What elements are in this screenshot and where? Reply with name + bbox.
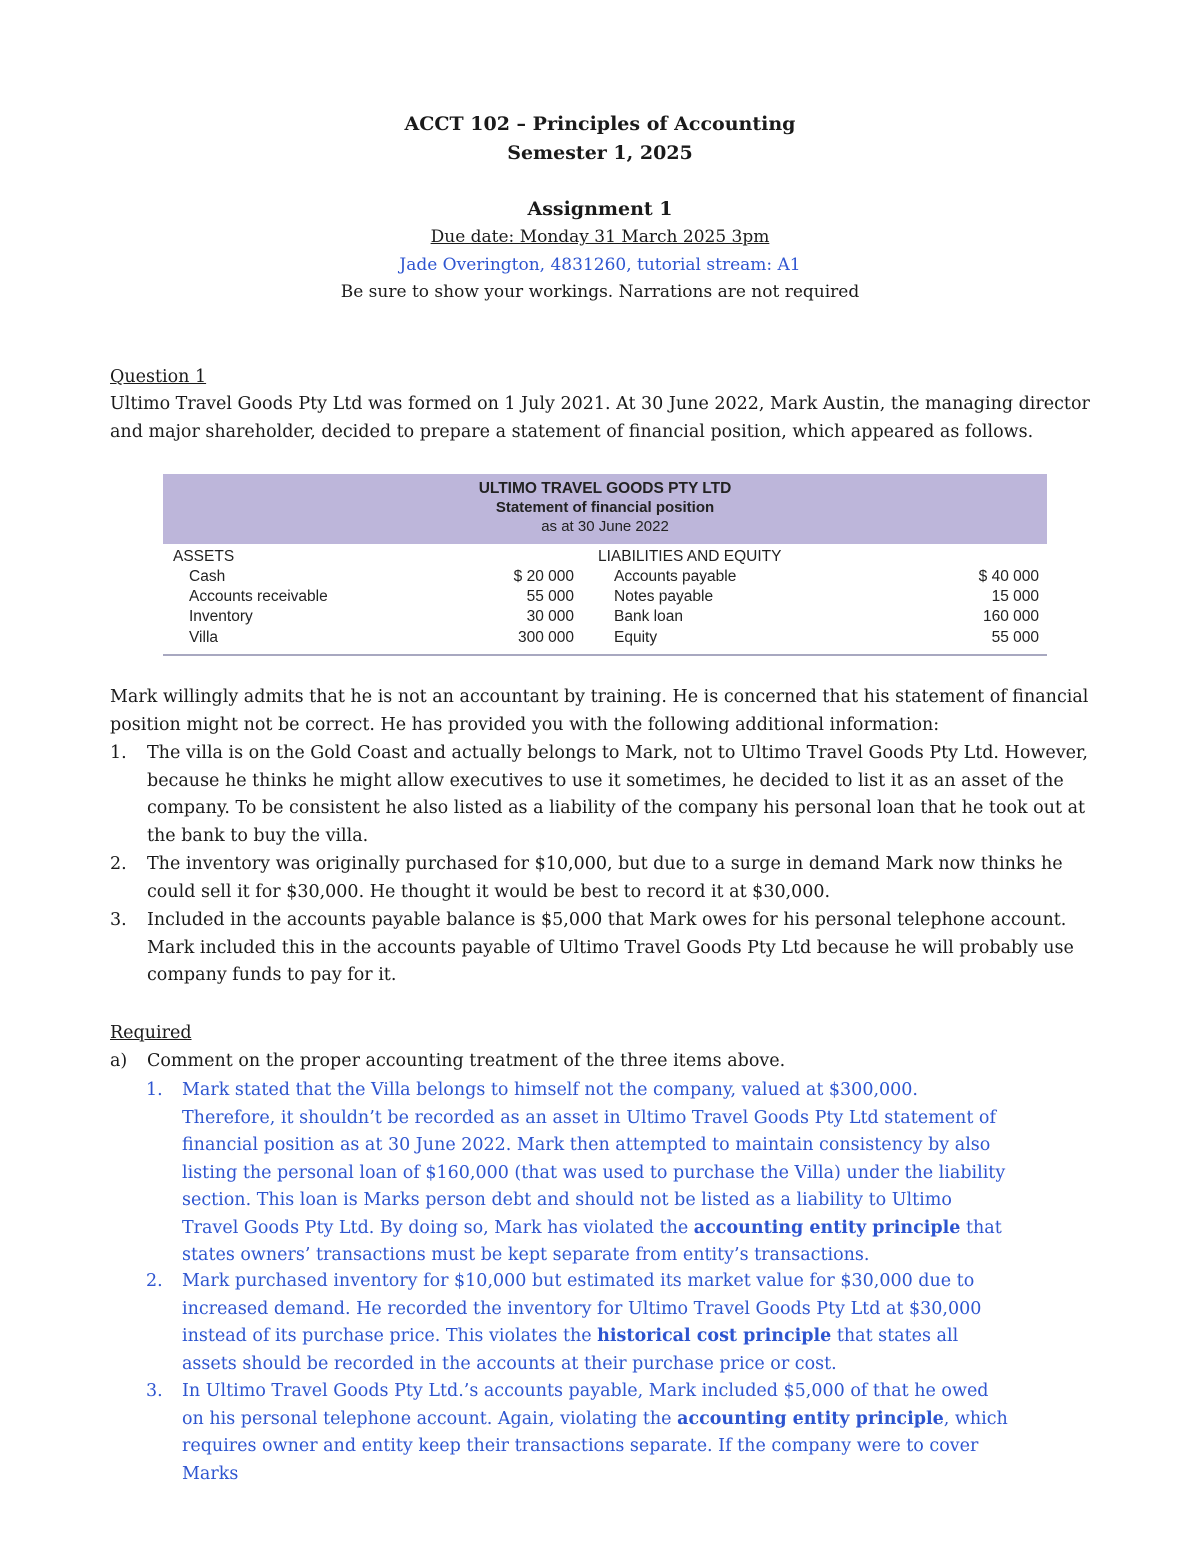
statement-header — [163, 474, 1047, 544]
part-text: Comment on the proper accounting treatment of the three items above. — [147, 1051, 786, 1071]
assignment-title: Assignment 1 — [527, 198, 673, 220]
liability-label: Notes payable — [614, 588, 714, 605]
statement-date: as at 30 June 2022 — [541, 518, 669, 535]
answer-number: 3. — [146, 1381, 163, 1401]
asset-value: 300 000 — [517, 629, 574, 646]
list-text: Included in the accounts payable balance is $5,000 that Mark owes for his personal telephone account. Mark included this in the accounts payable of Ultimo Travel Goods Pty Ltd because he will probably use company funds to pay for it. — [147, 910, 1074, 985]
list-number: 3. — [110, 910, 127, 930]
asset-label: Accounts receivable — [189, 588, 328, 605]
asset-value: 55 000 — [526, 588, 574, 605]
statement-title: Statement of financial position — [495, 499, 715, 516]
required-heading: Required — [110, 1023, 192, 1043]
liability-label: Accounts payable — [614, 568, 737, 585]
answer-text-before: Mark purchased inventory for $10,000 but estimated its market value for $30,000 due to increased demand. He recorded the inventory for Ultimo Travel Goods Pty Ltd at $30,000 instead of its purchase price. This violates the — [182, 1271, 982, 1346]
due-date: Due date: Monday 31 March 2025 3pm — [430, 227, 770, 247]
liabilities-heading: LIABILITIES AND EQUITY — [598, 548, 782, 565]
answer-number: 1. — [146, 1080, 163, 1100]
answer-text-after: that states owners’ transactions must be kept separate from entity’s transactions. — [182, 1217, 1002, 1265]
instruction-text: Be sure to show your workings. Narrations are not required — [340, 282, 860, 302]
asset-label: Villa — [189, 629, 219, 646]
question-intro: Ultimo Travel Goods Pty Ltd was formed on 1 July 2021. At 30 June 2022, Mark Austin, the managing director and major shareholder, decided to prepare a statement of financial position, which appeared as follows. — [110, 394, 1090, 442]
statement-company: ULTIMO TRAVEL GOODS PTY LTD — [478, 480, 732, 497]
principle-highlight: accounting entity principle — [693, 1217, 961, 1238]
principle-highlight: accounting entity principle — [677, 1408, 944, 1429]
liability-label: Equity — [614, 629, 658, 646]
asset-label: Inventory — [189, 608, 253, 625]
liability-value: $ 40 000 — [978, 568, 1039, 585]
info-intro: Mark willingly admits that he is not an accountant by training. He is concerned that his statement of financial position might not be correct. He has provided you with the following additional information: — [110, 687, 1089, 735]
answer-text-after: , which requires owner and entity keep their transactions separate. If the company were to cover Marks — [182, 1408, 1008, 1484]
question-heading: Question 1 — [110, 367, 207, 387]
asset-label: Cash — [189, 568, 226, 585]
student-details: Jade Overington, 4831260, tutorial stream: A1 — [399, 255, 801, 275]
principle-highlight: historical cost principle — [597, 1326, 832, 1346]
liability-value: 15 000 — [991, 588, 1039, 605]
list-text: The villa is on the Gold Coast and actually belongs to Mark, not to Ultimo Travel Goods Pty Ltd. However, because he thinks he might allow executives to use it sometimes, he decided to list it as an asset of the company. To be consistent he also listed as a liability of the company his personal loan that he took out at the bank to buy the villa. — [147, 743, 1088, 846]
statement-of-financial-position — [163, 474, 1047, 656]
liability-value: 160 000 — [982, 608, 1039, 625]
list-number: 1. — [110, 743, 127, 763]
answer-text — [182, 1378, 1012, 1488]
list-text: The inventory was originally purchased for $10,000, but due to a surge in demand Mark now thinks he could sell it for $30,000. He thought it would be best to record it at $30,000. — [147, 854, 1063, 902]
assets-heading: ASSETS — [173, 548, 235, 565]
statement-bottom-rule — [163, 654, 1047, 656]
answer-text-after: that states all assets should be recorded in the accounts at their purchase price or cost. — [182, 1326, 959, 1374]
answer-text — [182, 1077, 1012, 1270]
answer-text — [182, 1268, 982, 1378]
part-label: a) — [110, 1051, 128, 1071]
course-title: ACCT 102 – Principles of Accounting — [404, 113, 796, 135]
answer-text-before: Mark stated that the Villa belongs to himself not the company, valued at $300,000. Therefore, it shouldn’t be recorded as an asset in Ultimo Travel Goods Pty Ltd statement of financial position as at 30 June 2022. Mark then attempted to maintain consistency by also listing the personal loan of $160,000 (that was used to purchase the Villa) under the liability section. This loan is Marks person debt and should not be listed as a liability to Ultimo Travel Goods Pty Ltd. By doing so, Mark has violated the — [182, 1080, 1006, 1238]
list-number: 2. — [110, 854, 127, 874]
asset-value: 30 000 — [526, 608, 574, 625]
liability-label: Bank loan — [614, 608, 683, 625]
answer-text-before: In Ultimo Travel Goods Pty Ltd.’s accounts payable, Mark included $5,000 of that he owed on his personal telephone account. Again, violating the — [182, 1381, 989, 1429]
semester-title: Semester 1, 2025 — [507, 142, 693, 164]
asset-value: $ 20 000 — [513, 568, 574, 585]
answer-number: 2. — [146, 1271, 163, 1291]
liability-value: 55 000 — [991, 629, 1039, 646]
